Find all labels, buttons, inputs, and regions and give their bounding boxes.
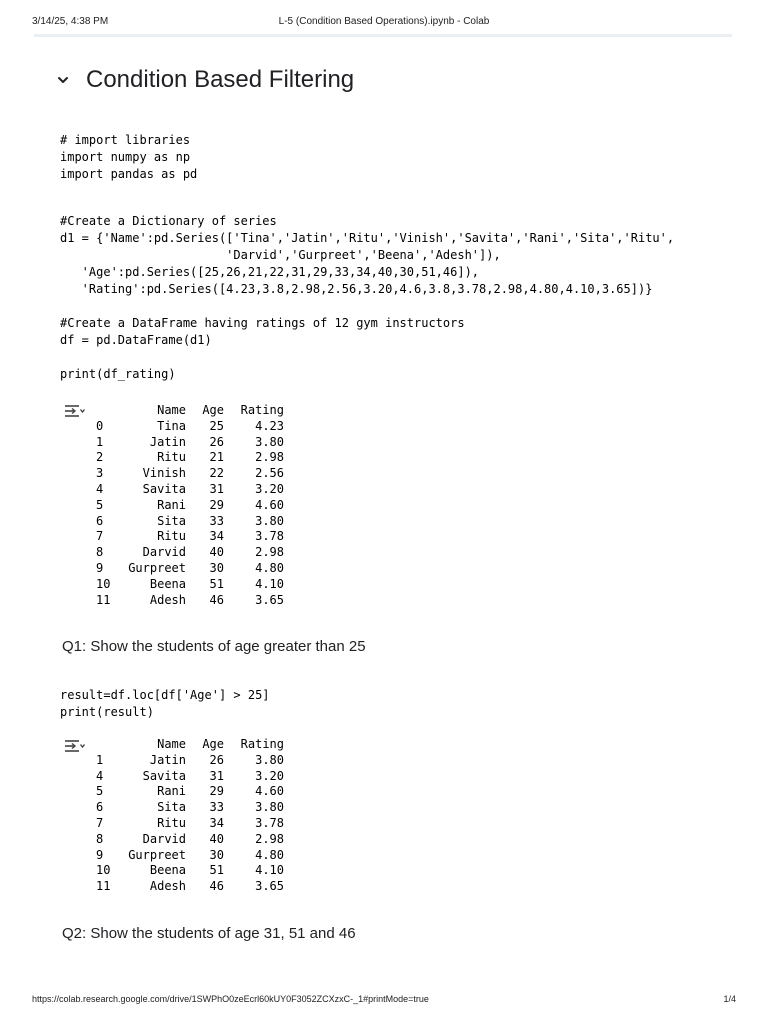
print-page-title: L-5 (Condition Based Operations).ipynb - Colab [278, 16, 490, 27]
row-index: 11 [96, 879, 111, 894]
cell-name: Jatin [149, 434, 186, 449]
table-row [96, 482, 284, 498]
table-row [96, 816, 284, 832]
cell-name: Gurpreet [128, 560, 186, 575]
row-index: 9 [96, 847, 104, 862]
table-row [96, 529, 284, 545]
cell-name: Ritu [157, 815, 186, 830]
table-row [96, 498, 284, 514]
cell-age: 25 [209, 418, 224, 433]
cell-age: 46 [209, 879, 224, 894]
row-index: 4 [96, 481, 104, 496]
cell-age: 33 [209, 800, 224, 815]
print-header [32, 16, 736, 30]
output-table-filtered [96, 737, 284, 895]
cell-name: Adesh [149, 592, 186, 607]
output-toggle-icon[interactable] [64, 739, 86, 753]
cell-rating: 3.65 [255, 592, 284, 607]
table-row [96, 450, 284, 466]
cell-rating: 4.10 [255, 863, 284, 878]
row-index: 8 [96, 545, 104, 560]
table-row [96, 784, 284, 800]
cell-age: 26 [209, 752, 224, 767]
table-row [96, 561, 284, 577]
column-header-rating: Rating [240, 737, 284, 751]
cell-age: 30 [209, 560, 224, 575]
cell-age: 29 [209, 784, 224, 799]
cell-rating: 4.80 [255, 847, 284, 862]
cell-age: 31 [209, 481, 224, 496]
table-header-row [96, 737, 284, 753]
print-date: 3/14/25, 4:38 PM [32, 16, 109, 27]
code-cell-filter[interactable]: result=df.loc[df['Age'] > 25] print(result) [60, 688, 270, 719]
row-index: 10 [96, 863, 111, 878]
row-index: 7 [96, 815, 104, 830]
cell-rating: 4.60 [255, 784, 284, 799]
code-cell-dataframe[interactable]: #Create a Dictionary of series d1 = {'Name':pd.Series(['Tina','Jatin','Ritu','Vinish','Savita','Rani','Sita','Ritu', 'Darvid','Gurpreet','Beena','Adesh']), 'Age':pd.Series([25,26,21,22,31,29,33,34,40,30,51,46]), 'Rating':pd.Series([4.23,3.8,2.98,2.56,3.20,4.6,3.8,3.78,2.98,4.80,4.10,3.65])} #Create a DataFrame having ratings of 12 gym instructors df = pd.DataFrame(d1) print(df_rating) [60, 214, 675, 381]
table-row [96, 879, 284, 895]
header-divider [34, 34, 732, 37]
cell-rating: 3.20 [255, 481, 284, 496]
row-index: 9 [96, 560, 104, 575]
question-1: Q1: Show the students of age greater than 25 [62, 638, 366, 655]
cell-rating: 3.65 [255, 879, 284, 894]
print-url: https://colab.research.google.com/drive/1SWPhO0zeEcrl60kUY0F3052ZCXzxC-_1#printMode=true [32, 994, 429, 1004]
table-row [96, 466, 284, 482]
cell-rating: 4.60 [255, 497, 284, 512]
cell-name: Sita [157, 800, 186, 815]
cell-name: Gurpreet [128, 847, 186, 862]
row-index: 5 [96, 784, 104, 799]
table-row [96, 545, 284, 561]
cell-rating: 3.78 [255, 815, 284, 830]
cell-rating: 4.23 [255, 418, 284, 433]
row-index: 4 [96, 768, 104, 783]
table-row [96, 577, 284, 593]
column-header-index [96, 737, 126, 753]
cell-name: Jatin [149, 752, 186, 767]
cell-name: Darvid [142, 545, 186, 560]
cell-age: 34 [209, 529, 224, 544]
cell-rating: 3.78 [255, 529, 284, 544]
cell-name: Ritu [157, 529, 186, 544]
cell-rating: 4.80 [255, 560, 284, 575]
column-header-name: Name [157, 737, 186, 751]
table-row [96, 435, 284, 451]
table-row [96, 848, 284, 864]
cell-rating: 2.98 [255, 831, 284, 846]
table-row [96, 753, 284, 769]
cell-age: 26 [209, 434, 224, 449]
cell-age: 40 [209, 831, 224, 846]
cell-name: Rani [157, 784, 186, 799]
cell-name: Ritu [157, 450, 186, 465]
cell-name: Beena [149, 576, 186, 591]
chevron-down-icon[interactable] [52, 69, 74, 91]
print-footer [32, 994, 736, 1008]
cell-name: Adesh [149, 879, 186, 894]
row-index: 6 [96, 800, 104, 815]
cell-rating: 3.80 [255, 434, 284, 449]
cell-age: 33 [209, 513, 224, 528]
cell-rating: 2.98 [255, 450, 284, 465]
cell-name: Rani [157, 497, 186, 512]
column-header-name: Name [157, 403, 186, 417]
cell-name: Vinish [142, 466, 186, 481]
question-2: Q2: Show the students of age 31, 51 and 46 [62, 925, 356, 942]
cell-rating: 3.20 [255, 768, 284, 783]
table-row [96, 800, 284, 816]
cell-age: 31 [209, 768, 224, 783]
cell-age: 40 [209, 545, 224, 560]
cell-age: 34 [209, 815, 224, 830]
cell-rating: 4.10 [255, 576, 284, 591]
table-row [96, 419, 284, 435]
column-header-age: Age [202, 403, 224, 417]
cell-rating: 2.56 [255, 466, 284, 481]
output-toggle-icon[interactable] [64, 404, 86, 418]
section-title: Condition Based Filtering [86, 66, 355, 93]
cell-name: Savita [142, 481, 186, 496]
table-row [96, 514, 284, 530]
column-header-index [96, 403, 126, 419]
cell-age: 46 [209, 592, 224, 607]
cell-age: 29 [209, 497, 224, 512]
cell-age: 21 [209, 450, 224, 465]
row-index: 5 [96, 497, 104, 512]
column-header-rating: Rating [240, 403, 284, 417]
cell-age: 30 [209, 847, 224, 862]
table-row [96, 593, 284, 609]
cell-rating: 3.80 [255, 513, 284, 528]
cell-name: Savita [142, 768, 186, 783]
row-index: 6 [96, 513, 104, 528]
cell-name: Beena [149, 863, 186, 878]
section-header [52, 62, 354, 98]
table-header-row [96, 403, 284, 419]
row-index: 10 [96, 576, 111, 591]
cell-name: Sita [157, 513, 186, 528]
table-row [96, 769, 284, 785]
code-cell-imports[interactable]: # import libraries import numpy as np import pandas as pd [60, 133, 198, 181]
row-index: 1 [96, 434, 104, 449]
cell-age: 22 [209, 466, 224, 481]
row-index: 0 [96, 418, 104, 433]
row-index: 11 [96, 592, 111, 607]
row-index: 8 [96, 831, 104, 846]
row-index: 2 [96, 450, 104, 465]
cell-name: Darvid [142, 831, 186, 846]
row-index: 7 [96, 529, 104, 544]
cell-name: Tina [157, 418, 186, 433]
cell-rating: 3.80 [255, 800, 284, 815]
table-row [96, 832, 284, 848]
page-number: 1/4 [723, 994, 736, 1004]
output-table-all [96, 403, 284, 608]
column-header-age: Age [202, 737, 224, 751]
table-row [96, 863, 284, 879]
row-index: 3 [96, 466, 104, 481]
cell-age: 51 [209, 863, 224, 878]
cell-rating: 2.98 [255, 545, 284, 560]
cell-age: 51 [209, 576, 224, 591]
cell-rating: 3.80 [255, 752, 284, 767]
row-index: 1 [96, 752, 104, 767]
